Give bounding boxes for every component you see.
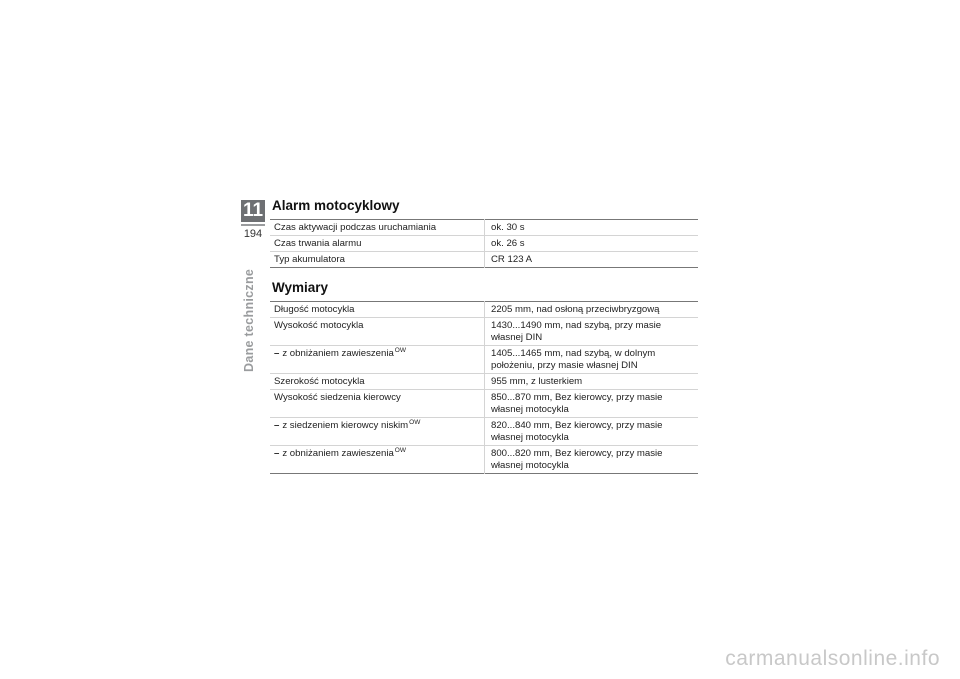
table-row — [270, 374, 698, 390]
row-label — [270, 220, 485, 236]
row-value: 1405...1465 mm, nad szybą, w dolnym położeniu, przy masie własnej DIN — [485, 346, 699, 374]
row-label — [270, 418, 485, 446]
row-value: 955 mm, z lusterkiem — [485, 374, 699, 390]
row-label — [270, 346, 485, 374]
row-label-text: z obniżaniem zawieszenia — [282, 448, 394, 459]
table-row — [270, 252, 698, 268]
table-row — [270, 318, 698, 346]
chapter-number: 11 — [242, 200, 264, 221]
row-label-text: z siedzeniem kierowcy niskim — [282, 420, 409, 431]
row-label-text: Czas aktywacji podczas uruchamiania — [274, 222, 437, 233]
row-label — [270, 446, 485, 474]
content — [270, 196, 698, 474]
table-row — [270, 418, 698, 446]
row-value: 2205 mm, nad osłoną przeciwbryzgową — [491, 304, 660, 315]
row-label-text: Wysokość motocykla — [274, 320, 364, 331]
sub-item-dash: – — [274, 348, 280, 359]
row-label — [270, 302, 485, 318]
alarm-table — [270, 219, 698, 268]
optional-equipment-mark: OW — [394, 346, 406, 354]
row-label-text: Szerokość motocykla — [274, 376, 365, 387]
chapter-divider — [241, 224, 265, 226]
table-row — [270, 446, 698, 474]
table-row — [270, 220, 698, 236]
dimensions-table-body — [270, 302, 698, 474]
row-value: ok. 26 s — [485, 236, 699, 252]
alarm-table-body — [270, 220, 698, 268]
row-value: 850...870 mm, Bez kierowcy, przy masie własnej motocykla — [485, 390, 699, 418]
row-label — [270, 390, 485, 418]
row-label — [270, 374, 485, 390]
optional-equipment-mark: OW — [394, 446, 406, 454]
table-row — [270, 236, 698, 252]
table-row — [270, 346, 698, 374]
dimensions-table — [270, 301, 698, 474]
row-value: 1430...1490 mm, nad szybą, przy masie własnej DIN — [485, 318, 699, 346]
row-label-text: Wysokość siedzenia kierowcy — [274, 392, 401, 403]
watermark: carmanualsonline.info — [725, 647, 940, 670]
chapter-side-title: Dane techniczne — [242, 268, 256, 372]
chapter-tab — [241, 200, 265, 240]
row-label-text: Typ akumulatora — [274, 254, 345, 265]
row-value: CR 123 A — [485, 252, 699, 268]
table-row — [270, 302, 698, 318]
row-label — [270, 236, 485, 252]
row-label — [270, 318, 485, 346]
row-value: 820...840 mm, Bez kierowcy, przy masie własnej motocykla — [485, 418, 699, 446]
optional-equipment-mark: OW — [409, 418, 421, 426]
sub-item-dash: – — [274, 420, 280, 431]
alarm-heading: Alarm motocyklowy — [272, 198, 400, 213]
table-row — [270, 390, 698, 418]
row-value: 800...820 mm, Bez kierowcy, przy masie własnej motocykla — [485, 446, 699, 474]
row-label-text: z obniżaniem zawieszenia — [282, 348, 394, 359]
row-label-text: Czas trwania alarmu — [274, 238, 362, 249]
sub-item-dash: – — [274, 448, 280, 459]
row-label-text: Długość motocykla — [274, 304, 355, 315]
row-label — [270, 252, 485, 268]
dimensions-heading: Wymiary — [272, 280, 329, 295]
page-number: 194 — [243, 228, 263, 240]
row-value: ok. 30 s — [491, 222, 525, 233]
